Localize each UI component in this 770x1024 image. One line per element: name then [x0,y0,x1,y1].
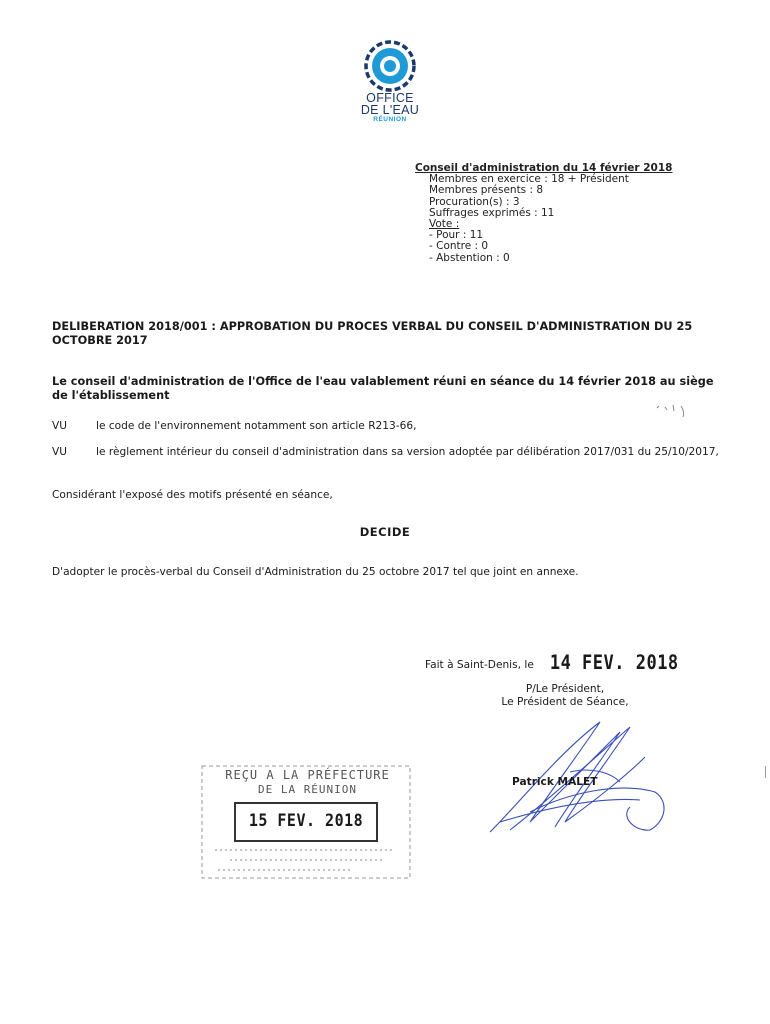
logo-text-office: OFFICE [366,91,414,105]
vu-keyword: VU [52,420,68,432]
vote-against: - Contre : 0 [429,240,489,253]
logo-text-de-leau: DE L'EAU [360,103,420,117]
members-present: Membres présents : 8 [429,184,544,197]
members-in-office: Membres en exercice : 18 + Président [429,173,629,186]
logo-drop-icon [364,40,416,92]
vu-clause-2 [52,446,722,459]
vote-abstention: - Abstention : 0 [429,251,510,264]
deliberation-intro: Le conseil d'administration de l'Office de l'eau valablement réuni en séance du 14 février 2018 au siège de l'établissement [52,375,714,402]
prefecture-reception-stamp [200,764,415,884]
logo-text-reunion: RÉUNION [373,116,407,123]
meeting-heading: Conseil d'administration du 14 février 2018 [415,162,673,174]
vu-clause-1 [52,420,722,433]
stamp-border [200,764,415,884]
signer-name: Patrick MALET [512,776,598,788]
office-de-leau-logo [350,40,430,123]
vu-text: le règlement intérieur du conseil d'administration dans sa version adoptée par délibération 2017/031 du 25/10/2017, [96,446,719,458]
proxies: Procuration(s) : 3 [429,195,520,208]
votes-cast: Suffrages exprimés : 11 [429,206,555,219]
vote-for: - Pour : 11 [429,229,484,242]
stamp-date: 15 FEV. 2018 [248,809,364,831]
vu-keyword: VU [52,446,68,458]
decision-text: D'adopter le procès-verbal du Conseil d'Administration du 25 octobre 2017 tel que joint en annexe. [52,566,579,578]
vote-label: Vote : [429,218,460,231]
margin-mark [765,766,766,778]
president-block [470,683,660,709]
considerant-clause: Considérant l'exposé des motifs présenté en séance, [52,489,333,501]
stamp-line-2: DE LA RÉUNION [257,783,358,796]
decide-heading: DECIDE [359,525,411,539]
vu-text: le code de l'environnement notamment son article R213-66, [96,420,417,432]
stamp-line-1: REÇU A LA PRÉFECTURE [225,768,390,782]
president-line-1: P/Le Président, [525,683,605,695]
place-text: Fait à Saint-Denis, le [425,659,534,671]
meeting-info [415,163,672,264]
president-line-2: Le Président de Séance, [501,696,629,708]
date-stamp: 14 FEV. 2018 [549,651,679,675]
place-and-date [425,653,679,673]
deliberation-title: DELIBERATION 2018/001 : APPROBATION DU PROCES VERBAL DU CONSEIL D'ADMINISTRATION DU 25 OCTOBRE 2017 [52,320,693,347]
